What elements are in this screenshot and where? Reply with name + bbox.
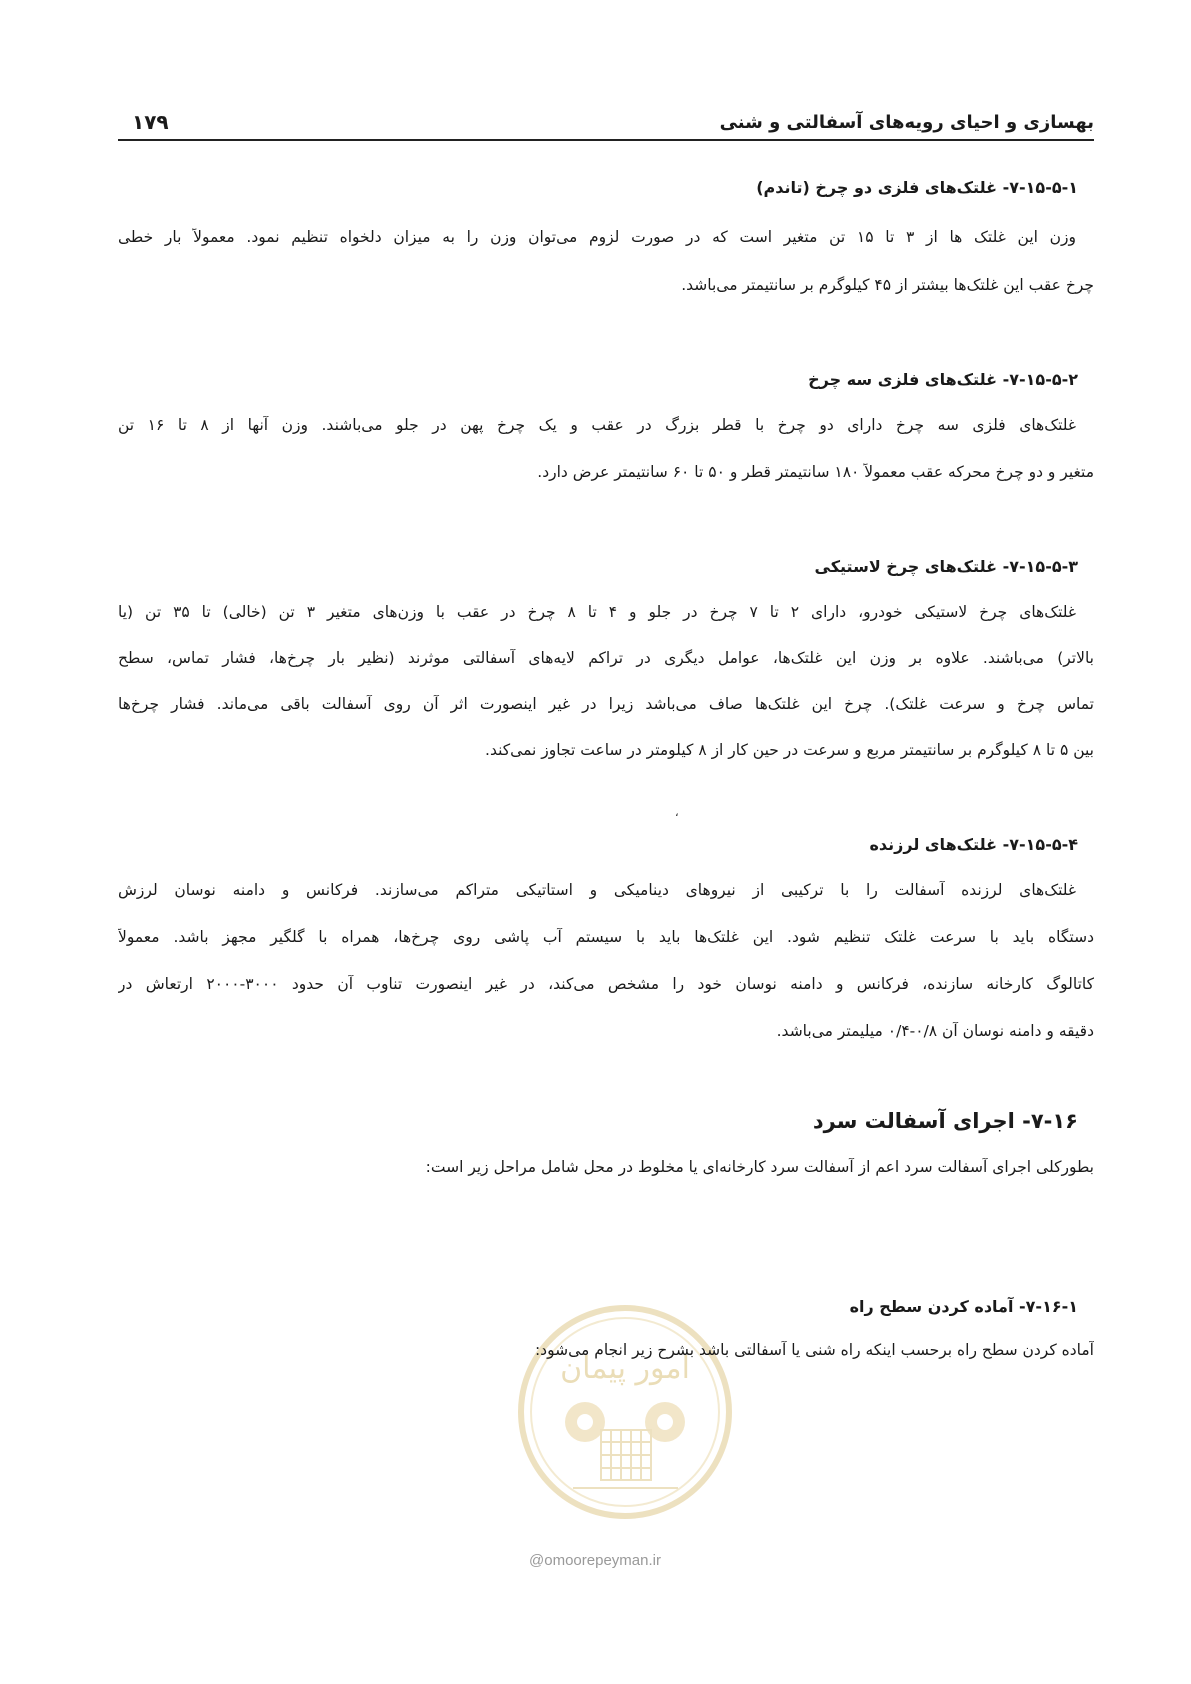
- watermark-url: @omoorepeyman.ir: [529, 1552, 661, 1569]
- paragraph-line: غلتک‌های فلزی سه چرخ دارای دو چرخ با قطر بزرگ در عقب و یک چرخ پهن در جلو می‌باشند. وزن آنها از ۸ تا ۱۶ تن: [118, 416, 1076, 434]
- page-number: ۱۷۹: [132, 110, 169, 134]
- paragraph-line: متغیر و دو چرخ محرکه عقب معمولاً ۱۸۰ سانتیمتر قطر و ۵۰ تا ۶۰ سانتیمتر عرض دارد.: [537, 463, 1094, 481]
- paragraph-line: غلتک‌های لرزنده آسفالت را با ترکیبی از نیروهای دینامیکی و استاتیکی متراکم می‌سازند. فرکانس و دامنه نوسان لرزش: [118, 881, 1076, 899]
- paragraph-line: دقیقه و دامنه نوسان آن ۰/۸-۰/۴ میلیمتر می‌باشد.: [776, 1022, 1094, 1040]
- paragraph-line: آماده کردن سطح راه برحسب اینکه راه شنی یا آسفالتی باشد بشرح زیر انجام می‌شود:: [534, 1341, 1094, 1359]
- paragraph-line: دستگاه باید با سرعت غلتک تنظیم شود. این غلتک‌ها باید با سیستم آب پاشی روی چرخ‌ها، همراه با گلگیر مجهز باشد. معمولاً: [118, 928, 1094, 946]
- page-header: [118, 100, 1094, 140]
- section-heading-road-surface-prep: ۷-۱۶-۱- آماده کردن سطح راه: [849, 1297, 1078, 1316]
- section-heading-pneumatic-rollers: ۷-۱۵-۵-۳- غلتک‌های چرخ لاستیکی: [814, 557, 1078, 576]
- section-heading-tandem-rollers: ۷-۱۵-۵-۱- غلتک‌های فلزی دو چرخ (تاندم): [756, 178, 1078, 197]
- paragraph-line: بالاتر) می‌باشند. علاوه بر وزن این غلتک‌ها، عوامل دیگری در تراکم لایه‌های آسفالتی موثرند (نظیر بار چرخ‌ها، فشار تماس، سطح: [118, 649, 1094, 667]
- watermark-logo-text: امور پیمان: [560, 1351, 690, 1386]
- watermark-logo: [513, 1300, 738, 1525]
- paragraph-line: غلتک‌های چرخ لاستیکی خودرو، دارای ۲ تا ۷ چرخ در جلو و ۴ تا ۸ چرخ در عقب با وزن‌های متغیر ۳ تن (خالی) تا ۳۵ تن (یا: [118, 603, 1076, 621]
- paragraph-line: کاتالوگ کارخانه سازنده، فرکانس و دامنه نوسان خود را مشخص می‌کند، در غیر اینصورت تناوب آن حدود ۳۰۰۰-۲۰۰۰ ارتعاش در: [118, 975, 1094, 993]
- section-heading-three-wheel-rollers: ۷-۱۵-۵-۲- غلتک‌های فلزی سه چرخ: [808, 370, 1078, 389]
- paragraph-line: چرخ عقب این غلتک‌ها بیشتر از ۴۵ کیلوگرم بر سانتیمتر می‌باشد.: [681, 276, 1094, 294]
- paragraph-line: وزن این غلتک ها از ۳ تا ۱۵ تن متغیر است که در صورت لزوم می‌توان وزن را به میزان دلخواه تنظیم نمود. معمولاً بار خطی: [118, 228, 1076, 246]
- paragraph-line: بین ۵ تا ۸ کیلوگرم بر سانتیمتر مربع و سرعت در حین کار از ۸ کیلومتر در ساعت تجاوز نمی‌کند.: [485, 741, 1094, 759]
- section-heading-vibratory-rollers: ۷-۱۵-۵-۴- غلتک‌های لرزنده: [869, 835, 1078, 854]
- stray-mark: ،: [675, 806, 679, 819]
- header-rule: [118, 139, 1094, 141]
- paragraph-line: تماس چرخ و سرعت غلتک). چرخ این غلتک‌ها صاف می‌باشد زیرا در غیر اینصورت اثر آن روی آسفالت باقی می‌ماند. فشار چرخ‌ها: [118, 695, 1094, 713]
- section-heading-cold-asphalt: ۷-۱۶- اجرای آسفالت سرد: [812, 1109, 1078, 1133]
- paragraph-line: بطورکلی اجرای آسفالت سرد اعم از آسفالت سرد کارخانه‌ای یا مخلوط در محل شامل مراحل زیر است:: [425, 1158, 1094, 1176]
- running-title: بهسازی و احیای رویه‌های آسفالتی و شنی: [719, 112, 1094, 133]
- watermark-seal-icon: [513, 1300, 738, 1525]
